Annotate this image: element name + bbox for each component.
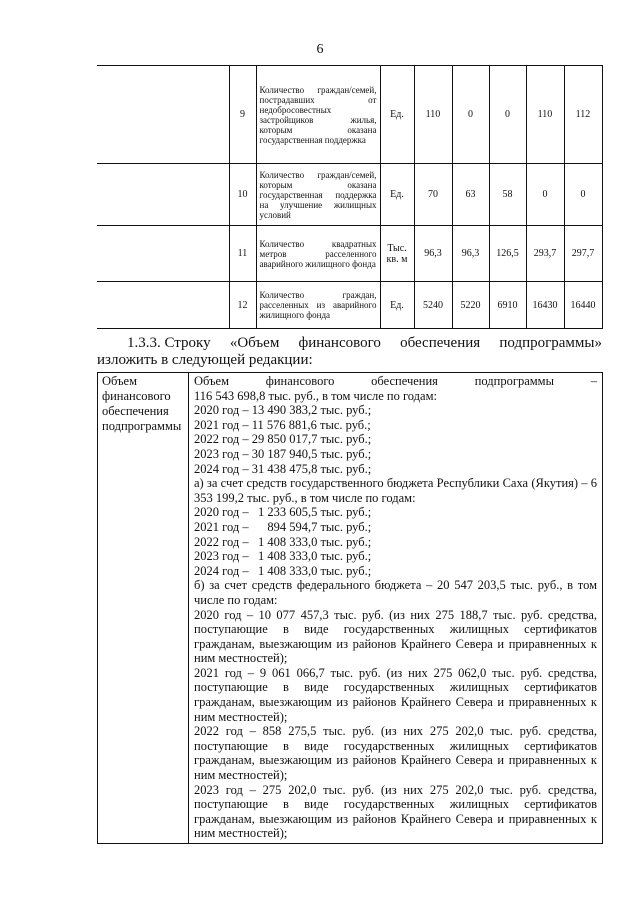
value-cell: 0 [564, 164, 602, 226]
unit-cell: Ед. [380, 164, 414, 226]
row-number: 9 [229, 66, 256, 164]
year-item: 2024 год – 31 438 475,8 тыс. руб.; [194, 461, 372, 476]
financing-label: Объем финансового обеспечения подпрограммы [98, 373, 189, 844]
table-row [97, 66, 602, 164]
value-cell: 16430 [526, 282, 564, 329]
federal-by-year-list [194, 608, 597, 842]
year-item: 2022 год – 1 408 333,0 тыс. руб.; [194, 534, 372, 549]
blank-cell [97, 66, 229, 164]
year-item: 2021 год – 11 576 881,6 тыс. руб.; [194, 417, 371, 432]
unit-cell: Тыс. кв. м [380, 226, 414, 282]
year-item: 2020 год – 13 490 383,2 тыс. руб.; [194, 403, 372, 418]
total-by-year-list [194, 403, 597, 476]
section-word: финансового [298, 335, 381, 351]
year-item: 2024 год – 1 408 333,0 тыс. руб.; [194, 563, 372, 578]
value-cell: 0 [489, 66, 526, 164]
financing-content [189, 373, 603, 844]
value-cell: 58 [489, 164, 526, 226]
indicator-name: Количество граждан/семей, пострадавших от недобросовестных застройщиков жилья, которым оказана государственная поддержка [256, 66, 380, 164]
unit-cell: Ед. [380, 66, 414, 164]
blank-cell [97, 226, 229, 282]
year-item: 2023 год – 30 187 940,5 тыс. руб.; [194, 446, 372, 461]
value-cell: 0 [452, 66, 489, 164]
blank-cell [97, 282, 229, 329]
year-item: 2023 год – 1 408 333,0 тыс. руб.; [194, 549, 372, 564]
table-row [97, 226, 602, 282]
blank-cell [97, 164, 229, 226]
year-item: 2021 год – 894 594,7 тыс. руб.; [194, 519, 372, 534]
year-item: 2020 год – 10 077 457,3 тыс. руб. (из них 275 188,7 тыс. руб. средства, поступающие в виде государственных жилищных сертификатов гражданам, выезжающим из районов Крайнего Севера и приравненных к ним местностей); [194, 607, 597, 666]
value-cell: 6910 [489, 282, 526, 329]
value-cell: 16440 [564, 282, 602, 329]
value-cell: 293,7 [526, 226, 564, 282]
page-number: 6 [316, 42, 324, 57]
table-row [97, 164, 602, 226]
year-item: 2023 год – 275 202,0 тыс. руб. (из них 275 202,0 тыс. руб. средства, поступающие в виде государственных жилищных сертификатов гражданам, выезжающим из районов Крайнего Севера и приравненных к ним местностей); [194, 782, 597, 841]
table-row [97, 282, 602, 329]
section-word: подпрограммы» [499, 335, 602, 351]
value-cell: 5240 [414, 282, 452, 329]
section-word: «Объем [229, 335, 280, 351]
year-item: 2022 год – 858 275,5 тыс. руб. (из них 275 202,0 тыс. руб. средства, поступающие в виде государственных жилищных сертификатов гражданам, выезжающим из районов Крайнего Севера и приравненных к ним местностей); [194, 724, 597, 783]
year-item: 2022 год – 29 850 017,7 тыс. руб.; [194, 432, 372, 447]
row-number: 10 [229, 164, 256, 226]
section-instruction-line1 [97, 335, 602, 352]
value-cell: 70 [414, 164, 452, 226]
value-cell: 126,5 [489, 226, 526, 282]
value-cell: 297,7 [564, 226, 602, 282]
unit-cell: Ед. [380, 282, 414, 329]
indicator-name: Количество граждан, расселенных из аварийного жилищного фонда [256, 282, 380, 329]
financing-table [97, 372, 603, 844]
value-cell: 5220 [452, 282, 489, 329]
indicator-name: Количество квадратных метров расселенного аварийного жилищного фонда [256, 226, 380, 282]
financing-intro-line2: 116 543 698,8 тыс. руб., в том числе по годам: [194, 388, 437, 403]
value-cell: 110 [526, 66, 564, 164]
value-cell: 96,3 [452, 226, 489, 282]
section-instruction [97, 335, 602, 369]
indicators-table [97, 65, 603, 329]
value-cell: 112 [564, 66, 602, 164]
regional-by-year-list [194, 505, 597, 578]
regional-budget-header: а) за счет средств государственного бюджета Республики Саха (Якутия) – 6 353 199,2 тыс. руб., в том числе по годам: [194, 476, 597, 505]
row-number: 11 [229, 226, 256, 282]
year-item: 2020 год – 1 233 605,5 тыс. руб.; [194, 505, 372, 520]
value-cell: 110 [414, 66, 452, 164]
section-word: 1.3.3. Строку [127, 335, 211, 351]
indicator-name: Количество граждан/семей, которым оказана государственная поддержка на улучшение жилищных условий [256, 164, 380, 226]
value-cell: 96,3 [414, 226, 452, 282]
value-cell: 0 [526, 164, 564, 226]
year-item: 2021 год – 9 061 066,7 тыс. руб. (из них 275 062,0 тыс. руб. средства, поступающие в виде государственных жилищных сертификатов гражданам, выезжающим из районов Крайнего Севера и приравненных к ним местностей); [194, 665, 597, 724]
section-word: обеспечения [400, 335, 481, 351]
value-cell: 63 [452, 164, 489, 226]
row-number: 12 [229, 282, 256, 329]
section-instruction-line2: изложить в следующей редакции: [97, 352, 313, 368]
financing-intro-line1: Объем финансового обеспечения подпрограммы – [194, 374, 597, 388]
federal-budget-header: б) за счет средств федерального бюджета – 20 547 203,5 тыс. руб., в том числе по годам: [194, 578, 597, 607]
